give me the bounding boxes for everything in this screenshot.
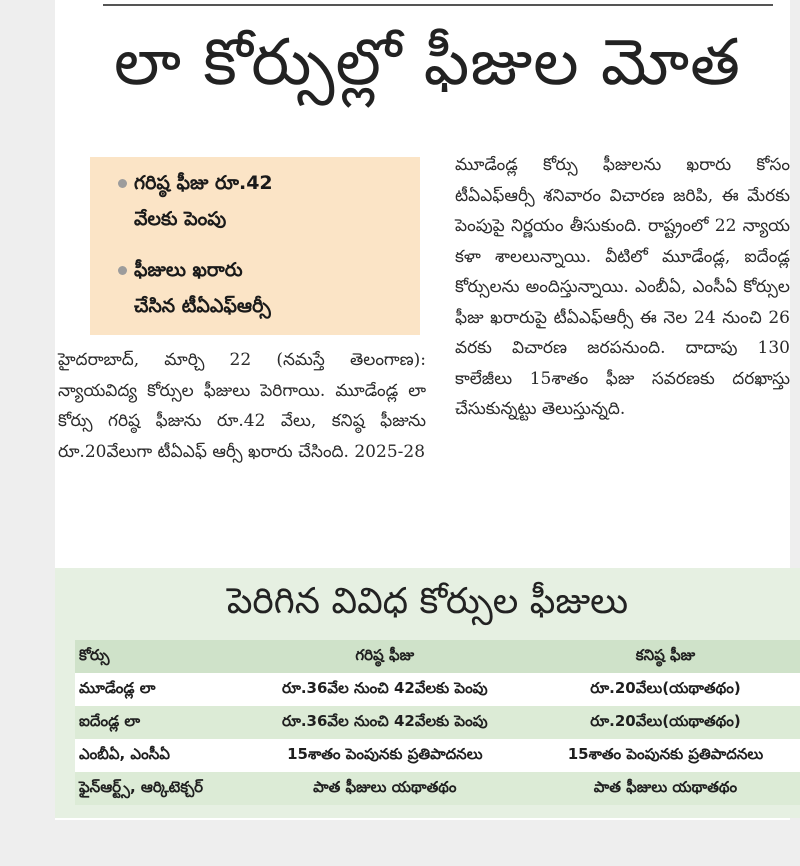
- cell-course: ఐదేండ్ల లా: [75, 706, 239, 739]
- article-text-right: మూడేండ్ల కోర్సు ఫీజులను ఖరారు కోసం టీఏఎఫ్ఆర్సీ శనివారం విచారణ జరిపి, ఈ మేరకు పెంపుపై నిర్ణయం తీసుకుంది. రాష్ట్రంలో 22 న్యాయ కళా శాలలున్నాయి. వీటిలో మూడేండ్ల, ఐదేండ్ల కోర్సులను అందిస్తున్నాయి. ఎంబీఏ, ఎంసీఏ కోర్సుల ఫీజు ఖరారుపై టీఏఎఫ్ఆర్సీ ఈ నెల 24 నుంచి 26 వరకు విచారణ జరపనుంది. దాదాపు 130 కాలేజీలు 15శాతం ఫీజు సవరణకు దరఖాస్తు చేసుకున్నట్టు తెలుస్తున్నది.: [455, 155, 790, 419]
- highlight-2-line-2: చేసిన టీఏఎఫ్ఆర్సీ: [134, 295, 271, 317]
- table-title: పెరిగిన వివిధ కోర్సుల ఫీజులు: [226, 581, 629, 622]
- top-rule: [103, 4, 773, 6]
- table-row: [75, 739, 800, 772]
- bullet-dot: [118, 179, 127, 188]
- header-course: కోర్సు: [75, 640, 239, 673]
- cell-min-fee: 15శాతం పెంపునకు ప్రతిపాదనలు: [531, 739, 800, 772]
- table-row: [75, 673, 800, 706]
- cell-min-fee: పాత ఫీజులు యథాతథం: [531, 772, 800, 805]
- article-text-left: హైదరాబాద్, మార్చి 22 (నమస్తే తెలంగాణ): న్యాయవిద్య కోర్సుల ఫీజులు పెరిగాయి. మూడేండ్ల లా కోర్సు గరిష్ఠ ఫీజును రూ.42 వేలు, కనిష్ఠ ఫీజును రూ.20వేలుగా టీఏఎఫ్ ఆర్సీ ఖరారు చేసింది. 2025-28: [58, 350, 426, 462]
- cell-max-fee: 15శాతం పెంపునకు ప్రతిపాదనలు: [239, 739, 531, 772]
- cell-course: మూడేండ్ల లా: [75, 673, 239, 706]
- highlight-1-line-1: గరిష్ఠ ఫీజు రూ.42: [134, 172, 273, 194]
- cell-max-fee: పాత ఫీజులు యథాతథం: [239, 772, 531, 805]
- cell-min-fee: రూ.20వేలు(యథాతథం): [531, 706, 800, 739]
- cell-course: ఎంబీఏ, ఎంసీఏ: [75, 739, 239, 772]
- highlight-bullet-1: [112, 165, 404, 237]
- highlight-bullet-2: [112, 252, 404, 324]
- article-column-left: [58, 345, 426, 467]
- cell-course: ఫైన్ఆర్ట్స్, ఆర్కిటెక్చర్: [75, 772, 239, 805]
- highlight-1-line-2: వేలకు పెంపు: [134, 208, 227, 230]
- cell-min-fee: రూ.20వేలు(యథాతథం): [531, 673, 800, 706]
- bullet-dot: [118, 266, 127, 275]
- headline: లా కోర్సుల్లో ఫీజుల మోత: [114, 26, 741, 100]
- article-column-right: [455, 150, 790, 425]
- header-min-fee: కనిష్ఠ ఫీజు: [531, 640, 800, 673]
- table-header-row: [75, 640, 800, 673]
- fees-table: [75, 640, 800, 805]
- highlight-2-line-1: ఫీజులు ఖరారు: [134, 259, 243, 281]
- table-row: [75, 772, 800, 805]
- table-row: [75, 706, 800, 739]
- cell-max-fee: రూ.36వేల నుంచి 42వేలకు పెంపు: [239, 673, 531, 706]
- cell-max-fee: రూ.36వేల నుంచి 42వేలకు పెంపు: [239, 706, 531, 739]
- header-max-fee: గరిష్ఠ ఫీజు: [239, 640, 531, 673]
